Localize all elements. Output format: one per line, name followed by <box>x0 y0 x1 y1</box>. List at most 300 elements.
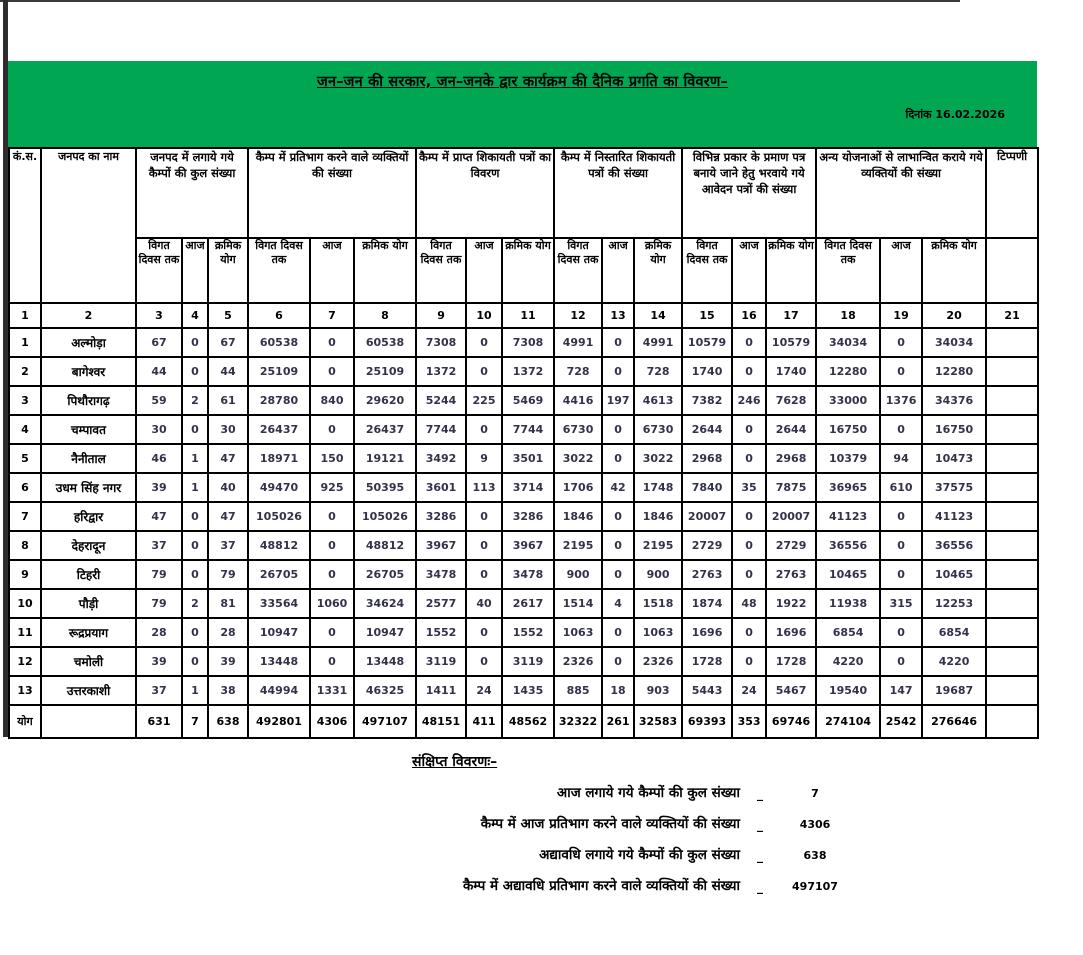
value-cell: 24 <box>732 676 766 705</box>
value-cell: 11938 <box>816 589 880 618</box>
total-value-cell: 32583 <box>634 705 682 738</box>
value-cell: 1063 <box>554 618 602 647</box>
table-row <box>9 357 1038 386</box>
remark-cell <box>986 502 1038 531</box>
value-cell: 2617 <box>502 589 554 618</box>
value-cell: 1552 <box>502 618 554 647</box>
value-cell: 2195 <box>554 531 602 560</box>
value-cell: 60538 <box>354 328 416 357</box>
value-cell: 0 <box>880 560 922 589</box>
value-cell: 0 <box>602 502 634 531</box>
value-cell: 0 <box>732 502 766 531</box>
table-subheader-row <box>9 238 1038 303</box>
serial-cell: 9 <box>9 560 41 589</box>
value-cell: 4416 <box>554 386 602 415</box>
district-cell: अल्मोड़ा <box>41 328 136 357</box>
value-cell: 41123 <box>922 502 986 531</box>
value-cell: 2644 <box>766 415 816 444</box>
value-cell: 19687 <box>922 676 986 705</box>
value-cell: 150 <box>310 444 354 473</box>
value-cell: 3967 <box>502 531 554 560</box>
summary-row <box>0 871 900 902</box>
summary-row <box>0 809 900 840</box>
value-cell: 47 <box>208 444 248 473</box>
serial-cell: 4 <box>9 415 41 444</box>
value-cell: 0 <box>880 618 922 647</box>
total-value-cell: 411 <box>466 705 502 738</box>
value-cell: 0 <box>466 647 502 676</box>
value-cell: 10947 <box>354 618 416 647</box>
value-cell: 28780 <box>248 386 310 415</box>
value-cell: 10379 <box>816 444 880 473</box>
value-cell: 1376 <box>880 386 922 415</box>
remark-cell <box>986 444 1038 473</box>
value-cell: 1728 <box>682 647 732 676</box>
column-number-cell: 14 <box>634 303 682 328</box>
column-number-cell: 1 <box>9 303 41 328</box>
table-row <box>9 589 1038 618</box>
value-cell: 0 <box>732 357 766 386</box>
value-cell: 0 <box>310 647 354 676</box>
value-cell: 0 <box>602 618 634 647</box>
district-cell: देहरादून <box>41 531 136 560</box>
value-cell: 147 <box>880 676 922 705</box>
value-cell: 1874 <box>682 589 732 618</box>
value-cell: 10465 <box>816 560 880 589</box>
value-cell: 28 <box>136 618 182 647</box>
daily-progress-table <box>8 147 1039 739</box>
value-cell: 903 <box>634 676 682 705</box>
summary-row <box>0 840 900 871</box>
column-number-cell: 21 <box>986 303 1038 328</box>
value-cell: 900 <box>634 560 682 589</box>
column-number-cell: 12 <box>554 303 602 328</box>
summary-value: 497107 <box>792 880 838 893</box>
subheader-cell: क्रमिक योग <box>502 238 554 303</box>
value-cell: 0 <box>182 560 208 589</box>
summary-row <box>0 778 900 809</box>
value-cell: 1514 <box>554 589 602 618</box>
value-cell: 4991 <box>554 328 602 357</box>
value-cell: 0 <box>466 502 502 531</box>
value-cell: 47 <box>208 502 248 531</box>
value-cell: 5469 <box>502 386 554 415</box>
column-number-cell: 17 <box>766 303 816 328</box>
value-cell: 44994 <box>248 676 310 705</box>
total-district-cell <box>41 705 136 738</box>
scan-edge-top <box>0 0 960 2</box>
value-cell: 3601 <box>416 473 466 502</box>
value-cell: 12253 <box>922 589 986 618</box>
value-cell: 25109 <box>354 357 416 386</box>
value-cell: 2326 <box>554 647 602 676</box>
value-cell: 67 <box>208 328 248 357</box>
column-number-cell: 2 <box>41 303 136 328</box>
value-cell: 0 <box>466 328 502 357</box>
value-cell: 4991 <box>634 328 682 357</box>
value-cell: 4613 <box>634 386 682 415</box>
serial-cell: 1 <box>9 328 41 357</box>
value-cell: 3501 <box>502 444 554 473</box>
value-cell: 16750 <box>922 415 986 444</box>
value-cell: 6854 <box>816 618 880 647</box>
value-cell: 0 <box>880 502 922 531</box>
total-label-cell: योग <box>9 705 41 738</box>
value-cell: 0 <box>732 328 766 357</box>
subheader-cell: क्रमिक योग <box>766 238 816 303</box>
serial-cell: 8 <box>9 531 41 560</box>
value-cell: 9 <box>466 444 502 473</box>
value-cell: 3119 <box>416 647 466 676</box>
subheader-cell: विगत दिवस तक <box>248 238 310 303</box>
header-serial: कं.स. <box>9 148 41 303</box>
table-row <box>9 502 1038 531</box>
serial-cell: 11 <box>9 618 41 647</box>
value-cell: 94 <box>880 444 922 473</box>
column-number-cell: 4 <box>182 303 208 328</box>
value-cell: 2968 <box>766 444 816 473</box>
value-cell: 0 <box>310 531 354 560</box>
value-cell: 0 <box>602 647 634 676</box>
table-row <box>9 676 1038 705</box>
total-value-cell: 261 <box>602 705 634 738</box>
value-cell: 7628 <box>766 386 816 415</box>
value-cell: 0 <box>182 502 208 531</box>
column-number-cell: 18 <box>816 303 880 328</box>
value-cell: 7308 <box>502 328 554 357</box>
value-cell: 5443 <box>682 676 732 705</box>
value-cell: 1 <box>182 473 208 502</box>
value-cell: 46325 <box>354 676 416 705</box>
total-value-cell: 4306 <box>310 705 354 738</box>
report-header-banner <box>8 61 1037 147</box>
value-cell: 40 <box>208 473 248 502</box>
district-cell: रूद्रप्रयाग <box>41 618 136 647</box>
value-cell: 38 <box>208 676 248 705</box>
value-cell: 1372 <box>416 357 466 386</box>
district-cell: बागेश्वर <box>41 357 136 386</box>
district-cell: पौड़ी <box>41 589 136 618</box>
table-row <box>9 328 1038 357</box>
table-row <box>9 531 1038 560</box>
serial-cell: 6 <box>9 473 41 502</box>
value-cell: 39 <box>136 473 182 502</box>
remark-cell <box>986 328 1038 357</box>
column-number-cell: 5 <box>208 303 248 328</box>
remark-cell <box>986 560 1038 589</box>
remark-cell <box>986 618 1038 647</box>
value-cell: 37 <box>208 531 248 560</box>
subheader-cell: विगत दिवस तक <box>554 238 602 303</box>
value-cell: 900 <box>554 560 602 589</box>
value-cell: 29620 <box>354 386 416 415</box>
column-number-cell: 11 <box>502 303 554 328</box>
value-cell: 315 <box>880 589 922 618</box>
value-cell: 2729 <box>682 531 732 560</box>
district-cell: उत्तरकाशी <box>41 676 136 705</box>
value-cell: 44 <box>208 357 248 386</box>
value-cell: 0 <box>880 328 922 357</box>
value-cell: 6730 <box>634 415 682 444</box>
value-cell: 10465 <box>922 560 986 589</box>
value-cell: 885 <box>554 676 602 705</box>
value-cell: 0 <box>310 560 354 589</box>
summary-dash: _ <box>757 848 763 863</box>
table-row <box>9 560 1038 589</box>
value-cell: 50395 <box>354 473 416 502</box>
value-cell: 41123 <box>816 502 880 531</box>
remark-cell <box>986 676 1038 705</box>
remark-cell <box>986 647 1038 676</box>
value-cell: 610 <box>880 473 922 502</box>
district-cell: चम्पावत <box>41 415 136 444</box>
value-cell: 4220 <box>922 647 986 676</box>
value-cell: 0 <box>182 647 208 676</box>
subheader-cell: आज <box>182 238 208 303</box>
district-cell: चमोली <box>41 647 136 676</box>
value-cell: 0 <box>310 415 354 444</box>
value-cell: 0 <box>182 618 208 647</box>
value-cell: 34034 <box>816 328 880 357</box>
subheader-cell: आज <box>602 238 634 303</box>
value-cell: 34376 <box>922 386 986 415</box>
value-cell: 33000 <box>816 386 880 415</box>
value-cell: 2763 <box>766 560 816 589</box>
subheader-cell: विगत दिवस तक <box>816 238 880 303</box>
table-column-number-row <box>9 303 1038 328</box>
value-cell: 3119 <box>502 647 554 676</box>
value-cell: 0 <box>602 531 634 560</box>
value-cell: 33564 <box>248 589 310 618</box>
header-group-complaints-received: कैम्प में प्राप्त शिकायती पत्रों का विवरण <box>416 148 554 238</box>
value-cell: 0 <box>602 357 634 386</box>
remark-cell <box>986 415 1038 444</box>
value-cell: 1 <box>182 676 208 705</box>
remark-cell <box>986 589 1038 618</box>
value-cell: 59 <box>136 386 182 415</box>
remark-cell <box>986 473 1038 502</box>
value-cell: 0 <box>732 560 766 589</box>
value-cell: 0 <box>310 357 354 386</box>
value-cell: 7840 <box>682 473 732 502</box>
value-cell: 925 <box>310 473 354 502</box>
summary-dash: _ <box>757 786 763 801</box>
table-row <box>9 618 1038 647</box>
value-cell: 34034 <box>922 328 986 357</box>
column-number-cell: 9 <box>416 303 466 328</box>
summary-value: 638 <box>803 849 827 862</box>
total-value-cell: 274104 <box>816 705 880 738</box>
value-cell: 26437 <box>354 415 416 444</box>
summary-dash: _ <box>757 879 763 894</box>
summary-section <box>0 752 900 902</box>
value-cell: 61 <box>208 386 248 415</box>
value-cell: 40 <box>466 589 502 618</box>
column-number-cell: 6 <box>248 303 310 328</box>
value-cell: 34624 <box>354 589 416 618</box>
remark-cell <box>986 531 1038 560</box>
value-cell: 3492 <box>416 444 466 473</box>
table-row <box>9 444 1038 473</box>
header-district: जनपद का नाम <box>41 148 136 303</box>
header-group-participants: कैम्प में प्रतिभाग करने वाले व्यक्तियों की संख्या <box>248 148 416 238</box>
value-cell: 1748 <box>634 473 682 502</box>
value-cell: 3478 <box>502 560 554 589</box>
value-cell: 16750 <box>816 415 880 444</box>
value-cell: 19121 <box>354 444 416 473</box>
value-cell: 79 <box>208 560 248 589</box>
subheader-cell: क्रमिक योग <box>922 238 986 303</box>
value-cell: 0 <box>880 647 922 676</box>
subheader-cell: आज <box>880 238 922 303</box>
value-cell: 10579 <box>766 328 816 357</box>
value-cell: 0 <box>732 531 766 560</box>
header-remark: टिप्पणी <box>986 148 1038 238</box>
value-cell: 18971 <box>248 444 310 473</box>
value-cell: 2 <box>182 589 208 618</box>
value-cell: 113 <box>466 473 502 502</box>
value-cell: 0 <box>602 560 634 589</box>
value-cell: 0 <box>466 618 502 647</box>
value-cell: 0 <box>182 328 208 357</box>
value-cell: 0 <box>602 328 634 357</box>
value-cell: 0 <box>880 531 922 560</box>
value-cell: 0 <box>880 415 922 444</box>
value-cell: 1706 <box>554 473 602 502</box>
value-cell: 1740 <box>766 357 816 386</box>
district-cell: उधम सिंह नगर <box>41 473 136 502</box>
district-cell: नैनीताल <box>41 444 136 473</box>
value-cell: 7875 <box>766 473 816 502</box>
value-cell: 0 <box>310 502 354 531</box>
value-cell: 1728 <box>766 647 816 676</box>
summary-label: आज लगाये गये कैम्पों की कुल संख्या <box>556 785 740 802</box>
value-cell: 3286 <box>502 502 554 531</box>
total-value-cell: 631 <box>136 705 182 738</box>
value-cell: 81 <box>208 589 248 618</box>
value-cell: 26437 <box>248 415 310 444</box>
total-value-cell: 7 <box>182 705 208 738</box>
value-cell: 3967 <box>416 531 466 560</box>
value-cell: 48 <box>732 589 766 618</box>
header-group-beneficiaries: अन्य योजनाओं से लाभान्वित कराये गये व्यक्तियों की संख्या <box>816 148 986 238</box>
value-cell: 0 <box>182 531 208 560</box>
value-cell: 30 <box>208 415 248 444</box>
table-header-row <box>9 148 1038 238</box>
subheader-cell: विगत दिवस तक <box>136 238 182 303</box>
value-cell: 6854 <box>922 618 986 647</box>
serial-cell: 10 <box>9 589 41 618</box>
value-cell: 13448 <box>354 647 416 676</box>
table-row <box>9 415 1038 444</box>
value-cell: 3478 <box>416 560 466 589</box>
value-cell: 0 <box>466 531 502 560</box>
value-cell: 12280 <box>922 357 986 386</box>
value-cell: 0 <box>602 415 634 444</box>
value-cell: 37 <box>136 676 182 705</box>
column-number-cell: 13 <box>602 303 634 328</box>
value-cell: 3022 <box>634 444 682 473</box>
value-cell: 1 <box>182 444 208 473</box>
value-cell: 2968 <box>682 444 732 473</box>
value-cell: 3286 <box>416 502 466 531</box>
value-cell: 0 <box>732 647 766 676</box>
total-value-cell: 48151 <box>416 705 466 738</box>
value-cell: 37575 <box>922 473 986 502</box>
total-value-cell: 497107 <box>354 705 416 738</box>
value-cell: 24 <box>466 676 502 705</box>
value-cell: 0 <box>466 415 502 444</box>
summary-dash: _ <box>757 817 763 832</box>
value-cell: 1846 <box>634 502 682 531</box>
subheader-cell: आज <box>732 238 766 303</box>
value-cell: 0 <box>466 560 502 589</box>
serial-cell: 7 <box>9 502 41 531</box>
total-value-cell: 638 <box>208 705 248 738</box>
value-cell: 1696 <box>682 618 732 647</box>
value-cell: 1411 <box>416 676 466 705</box>
value-cell: 5467 <box>766 676 816 705</box>
value-cell: 225 <box>466 386 502 415</box>
value-cell: 48812 <box>248 531 310 560</box>
serial-cell: 2 <box>9 357 41 386</box>
value-cell: 6730 <box>554 415 602 444</box>
value-cell: 7382 <box>682 386 732 415</box>
column-number-cell: 8 <box>354 303 416 328</box>
column-number-cell: 7 <box>310 303 354 328</box>
value-cell: 49470 <box>248 473 310 502</box>
district-cell: टिहरी <box>41 560 136 589</box>
value-cell: 5244 <box>416 386 466 415</box>
value-cell: 0 <box>732 415 766 444</box>
value-cell: 46 <box>136 444 182 473</box>
page-title: जन–जन की सरकार, जन–जनके द्वार कार्यक्रम की दैनिक प्रगति का विवरण– <box>316 74 729 90</box>
column-number-cell: 20 <box>922 303 986 328</box>
value-cell: 79 <box>136 560 182 589</box>
value-cell: 44 <box>136 357 182 386</box>
value-cell: 840 <box>310 386 354 415</box>
column-number-cell: 15 <box>682 303 732 328</box>
value-cell: 0 <box>182 415 208 444</box>
value-cell: 0 <box>182 357 208 386</box>
header-group-complaints-resolved: कैम्प में निस्तारित शिकायती पत्रों की संख्या <box>554 148 682 238</box>
column-number-cell: 3 <box>136 303 182 328</box>
value-cell: 1435 <box>502 676 554 705</box>
value-cell: 246 <box>732 386 766 415</box>
value-cell: 2 <box>182 386 208 415</box>
value-cell: 0 <box>310 618 354 647</box>
value-cell: 7744 <box>416 415 466 444</box>
value-cell: 30 <box>136 415 182 444</box>
column-number-cell: 19 <box>880 303 922 328</box>
value-cell: 10579 <box>682 328 732 357</box>
value-cell: 0 <box>466 357 502 386</box>
value-cell: 35 <box>732 473 766 502</box>
value-cell: 47 <box>136 502 182 531</box>
total-value-cell: 48562 <box>502 705 554 738</box>
value-cell: 1696 <box>766 618 816 647</box>
value-cell: 39 <box>208 647 248 676</box>
summary-label: कैम्प में आज प्रतिभाग करने वाले व्यक्तियों की संख्या <box>480 816 740 833</box>
value-cell: 4 <box>602 589 634 618</box>
summary-value: 7 <box>811 787 819 800</box>
total-remark-cell <box>986 705 1038 738</box>
serial-cell: 12 <box>9 647 41 676</box>
value-cell: 79 <box>136 589 182 618</box>
value-cell: 2326 <box>634 647 682 676</box>
header-group-camps: जनपद में लगाये गये कैम्पों की कुल संख्या <box>136 148 248 238</box>
value-cell: 26705 <box>354 560 416 589</box>
